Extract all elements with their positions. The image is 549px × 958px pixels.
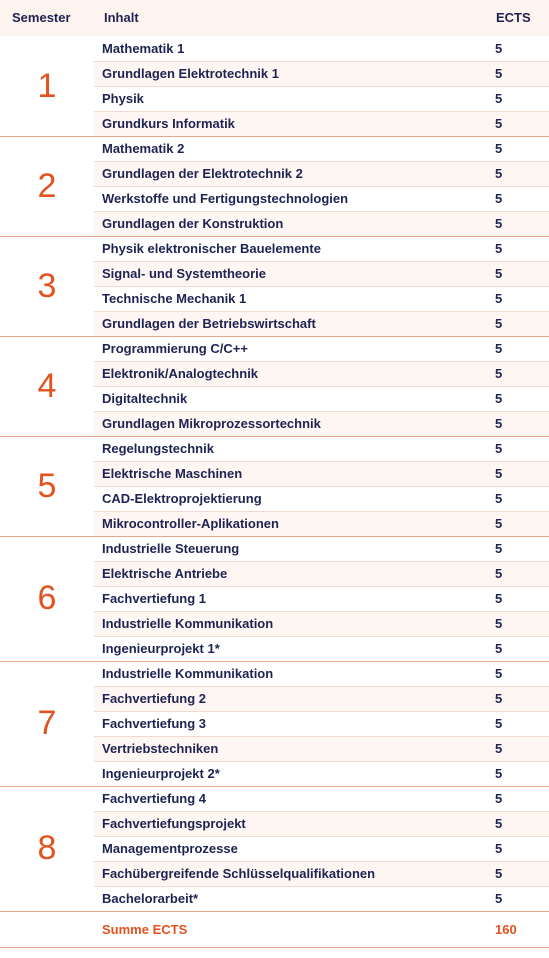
course-ects: 5 bbox=[486, 486, 549, 511]
semester-number: 4 bbox=[0, 336, 94, 436]
course-ects: 5 bbox=[486, 661, 549, 686]
course-ects: 5 bbox=[486, 586, 549, 611]
course-name: Fachvertiefung 3 bbox=[94, 711, 486, 736]
total-row bbox=[0, 911, 549, 947]
course-name: Elektrische Maschinen bbox=[94, 461, 486, 486]
course-name: Fachvertiefung 1 bbox=[94, 586, 486, 611]
course-name: Grundlagen der Konstruktion bbox=[94, 211, 486, 236]
course-ects: 5 bbox=[486, 236, 549, 261]
course-row bbox=[0, 236, 549, 261]
course-name: Signal- und Systemtheorie bbox=[94, 261, 486, 286]
course-ects: 5 bbox=[486, 811, 549, 836]
semester-number: 7 bbox=[0, 661, 94, 786]
course-ects: 5 bbox=[486, 286, 549, 311]
course-name: Regelungstechnik bbox=[94, 436, 486, 461]
course-row bbox=[0, 661, 549, 686]
course-name: Physik elektronischer Bauelemente bbox=[94, 236, 486, 261]
course-ects: 5 bbox=[486, 261, 549, 286]
header-ects: ECTS bbox=[486, 0, 549, 36]
course-ects: 5 bbox=[486, 386, 549, 411]
table-body bbox=[0, 36, 549, 947]
course-ects: 5 bbox=[486, 211, 549, 236]
course-name: Industrielle Kommunikation bbox=[94, 661, 486, 686]
course-ects: 5 bbox=[486, 636, 549, 661]
course-ects: 5 bbox=[486, 836, 549, 861]
header-semester: Semester bbox=[0, 0, 94, 36]
course-name: Werkstoffe und Fertigungstechnologien bbox=[94, 186, 486, 211]
course-name: Technische Mechanik 1 bbox=[94, 286, 486, 311]
total-label: Summe ECTS bbox=[94, 911, 486, 947]
course-name: Industrielle Kommunikation bbox=[94, 611, 486, 636]
course-name: Mikrocontroller-Aplikationen bbox=[94, 511, 486, 536]
course-name: Mathematik 2 bbox=[94, 136, 486, 161]
course-ects: 5 bbox=[486, 161, 549, 186]
course-name: Grundkurs Informatik bbox=[94, 111, 486, 136]
course-row bbox=[0, 536, 549, 561]
course-ects: 5 bbox=[486, 86, 549, 111]
course-ects: 5 bbox=[486, 186, 549, 211]
course-name: Elektronik/Analogtechnik bbox=[94, 361, 486, 386]
course-name: Mathematik 1 bbox=[94, 36, 486, 61]
course-row bbox=[0, 336, 549, 361]
semester-number: 5 bbox=[0, 436, 94, 536]
course-name: Ingenieurprojekt 1* bbox=[94, 636, 486, 661]
course-ects: 5 bbox=[486, 686, 549, 711]
course-name: Digitaltechnik bbox=[94, 386, 486, 411]
course-name: Fachvertiefungsprojekt bbox=[94, 811, 486, 836]
course-row bbox=[0, 436, 549, 461]
course-name: Physik bbox=[94, 86, 486, 111]
course-ects: 5 bbox=[486, 886, 549, 911]
table-header-row bbox=[0, 0, 549, 36]
course-ects: 5 bbox=[486, 361, 549, 386]
course-ects: 5 bbox=[486, 61, 549, 86]
course-ects: 5 bbox=[486, 336, 549, 361]
course-ects: 5 bbox=[486, 736, 549, 761]
course-ects: 5 bbox=[486, 611, 549, 636]
total-value: 160 bbox=[486, 911, 549, 947]
course-name: CAD-Elektroprojektierung bbox=[94, 486, 486, 511]
course-name: Grundlagen Mikroprozessortechnik bbox=[94, 411, 486, 436]
course-name: Ingenieurprojekt 2* bbox=[94, 761, 486, 786]
course-ects: 5 bbox=[486, 861, 549, 886]
course-name: Elektrische Antriebe bbox=[94, 561, 486, 586]
semester-number: 6 bbox=[0, 536, 94, 661]
header-content: Inhalt bbox=[94, 0, 486, 36]
course-name: Fachvertiefung 4 bbox=[94, 786, 486, 811]
course-ects: 5 bbox=[486, 136, 549, 161]
course-row bbox=[0, 36, 549, 61]
course-row bbox=[0, 136, 549, 161]
course-name: Fachübergreifende Schlüsselqualifikationen bbox=[94, 861, 486, 886]
course-name: Vertriebstechniken bbox=[94, 736, 486, 761]
course-name: Grundlagen der Betriebswirtschaft bbox=[94, 311, 486, 336]
course-ects: 5 bbox=[486, 786, 549, 811]
course-name: Grundlagen der Elektrotechnik 2 bbox=[94, 161, 486, 186]
semester-number: 1 bbox=[0, 36, 94, 136]
course-ects: 5 bbox=[486, 536, 549, 561]
course-name: Grundlagen Elektrotechnik 1 bbox=[94, 61, 486, 86]
course-ects: 5 bbox=[486, 111, 549, 136]
semester-number: 2 bbox=[0, 136, 94, 236]
course-name: Fachvertiefung 2 bbox=[94, 686, 486, 711]
course-ects: 5 bbox=[486, 711, 549, 736]
total-empty-cell bbox=[0, 911, 94, 947]
course-name: Bachelorarbeit* bbox=[94, 886, 486, 911]
course-ects: 5 bbox=[486, 461, 549, 486]
course-name: Managementprozesse bbox=[94, 836, 486, 861]
course-ects: 5 bbox=[486, 511, 549, 536]
course-ects: 5 bbox=[486, 311, 549, 336]
course-ects: 5 bbox=[486, 36, 549, 61]
semester-number: 3 bbox=[0, 236, 94, 336]
course-ects: 5 bbox=[486, 436, 549, 461]
course-row bbox=[0, 786, 549, 811]
course-name: Programmierung C/C++ bbox=[94, 336, 486, 361]
course-name: Industrielle Steuerung bbox=[94, 536, 486, 561]
course-ects: 5 bbox=[486, 561, 549, 586]
semester-number: 8 bbox=[0, 786, 94, 911]
course-ects: 5 bbox=[486, 761, 549, 786]
course-ects: 5 bbox=[486, 411, 549, 436]
